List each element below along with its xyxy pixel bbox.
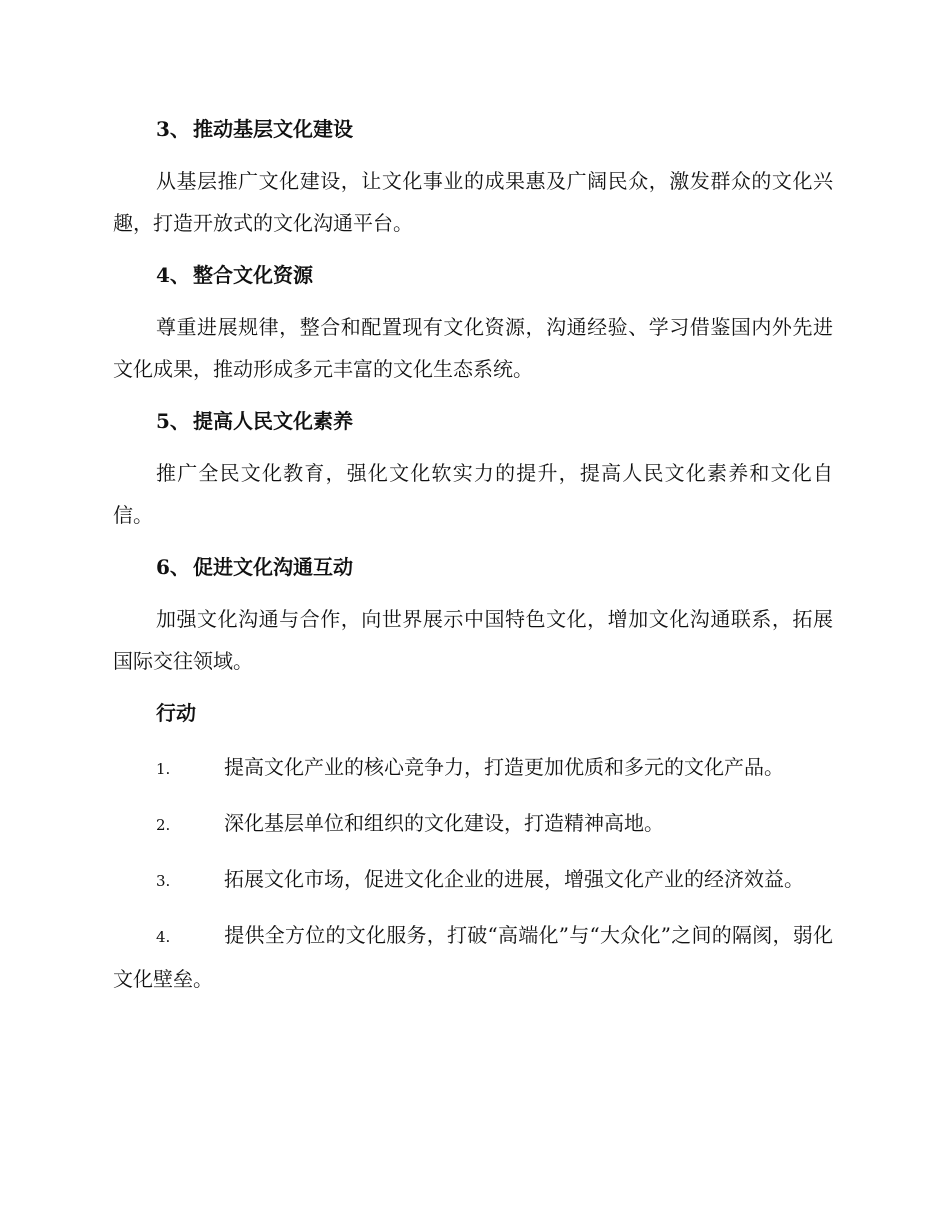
section-title: 提高人民文化素养 (193, 409, 353, 433)
action-text: 深化基层单位和组织的文化建设，打造精神高地。 (224, 811, 664, 835)
document-content (113, 108, 833, 1012)
section-title: 推动基层文化建设 (193, 117, 353, 141)
action-item-3 (113, 858, 833, 902)
section-number: 3、 (156, 117, 190, 141)
section-title: 整合文化资源 (193, 263, 313, 287)
section-body-4: 尊重进展规律，整合和配置现有文化资源，沟通经验、学习借鉴国内外先进文化成果，推动形成多元丰富的文化生态系统。 (113, 315, 833, 381)
actions-title: 行动 (156, 701, 196, 725)
section-heading-5 (113, 400, 833, 442)
section-body-6: 加强文化沟通与合作，向世界展示中国特色文化，增加文化沟通联系，拓展国际交往领域。 (113, 607, 833, 673)
section-heading-6 (113, 546, 833, 588)
action-text: 提供全方位的文化服务，打破“高端化”与“大众化”之间的隔阂，弱化文化壁垒。 (113, 923, 833, 991)
action-text: 拓展文化市场，促进文化企业的进展，增强文化产业的经济效益。 (224, 867, 804, 891)
action-item-4 (113, 914, 833, 1000)
section-heading-4 (113, 254, 833, 296)
action-number: 4. (156, 928, 171, 946)
action-number: 2. (156, 816, 171, 834)
section-number: 5、 (156, 409, 190, 433)
section-number: 4、 (156, 263, 190, 287)
action-item-2 (113, 802, 833, 846)
action-number: 3. (156, 872, 171, 890)
section-body-5: 推广全民文化教育，强化文化软实力的提升，提高人民文化素养和文化自信。 (113, 461, 833, 527)
section-heading-3 (113, 108, 833, 150)
action-text: 提高文化产业的核心竞争力，打造更加优质和多元的文化产品。 (224, 755, 784, 779)
section-body-3: 从基层推广文化建设，让文化事业的成果惠及广阔民众，激发群众的文化兴趣，打造开放式的文化沟通平台。 (113, 169, 833, 235)
section-title: 促进文化沟通互动 (193, 555, 353, 579)
section-number: 6、 (156, 555, 190, 579)
action-number: 1. (156, 760, 171, 778)
action-item-1 (113, 746, 833, 790)
